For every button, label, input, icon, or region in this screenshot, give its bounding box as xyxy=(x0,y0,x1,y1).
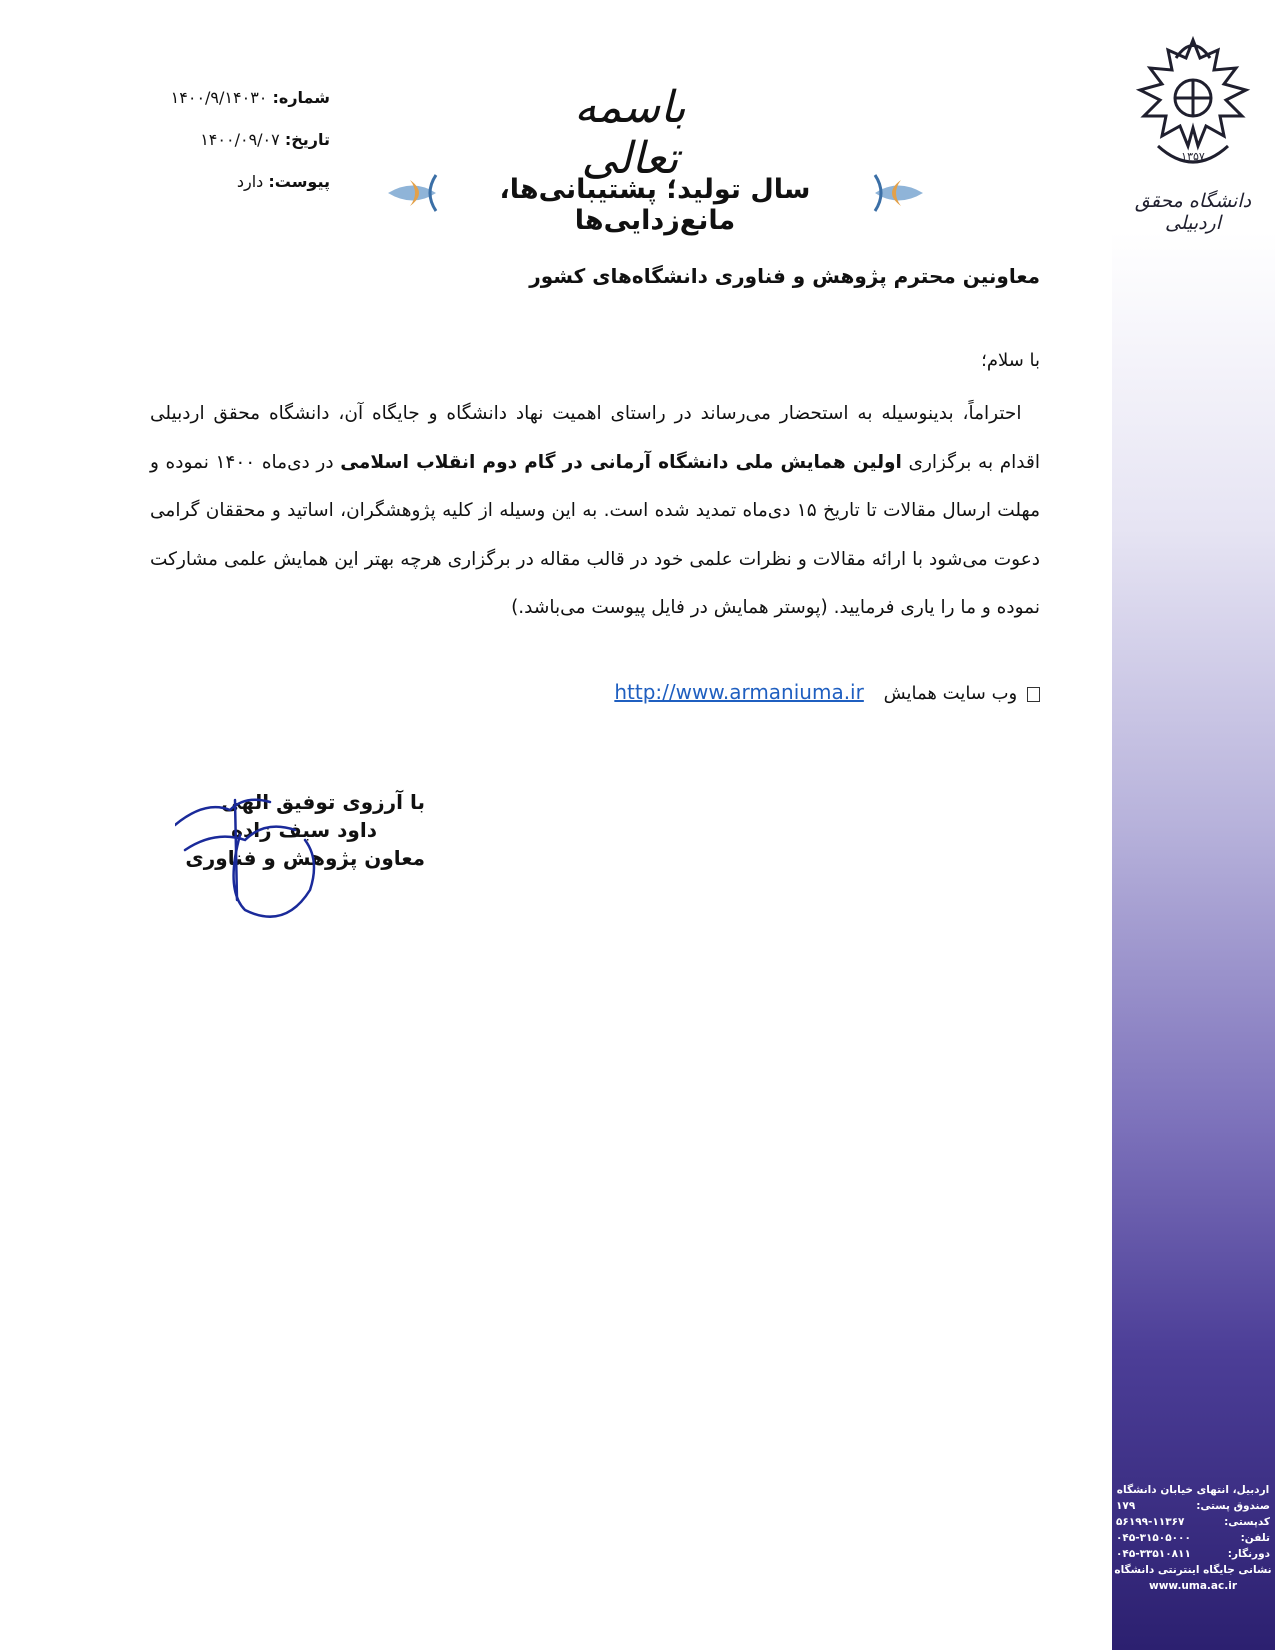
attachment-value: دارد xyxy=(236,172,264,191)
website-link[interactable]: http://www.armaniuma.ir xyxy=(614,680,864,704)
university-logo xyxy=(1118,28,1268,234)
contact-info xyxy=(1114,1482,1272,1594)
contact-pobox: صندوق پستی: ۱۷۹ xyxy=(1116,1500,1270,1512)
contact-postal: کدپستی: ۵۶۱۹۹-۱۱۳۶۷ xyxy=(1116,1516,1270,1528)
number-value: ۱۴۰۰/۹/۱۴۰۳۰ xyxy=(170,88,268,107)
date-label: تاریخ: xyxy=(284,130,330,149)
meta-date-row xyxy=(120,130,330,172)
meta-number-row xyxy=(120,88,330,130)
meta-attachment-row xyxy=(120,172,330,214)
logo-year: ۱۳۵۷ xyxy=(1181,150,1205,163)
side-gradient-strip xyxy=(1112,0,1275,1650)
contact-address: اردبیل، انتهای خیابان دانشگاه xyxy=(1116,1484,1270,1496)
paragraph-part-2: در دی‌ماه ۱۴۰۰ نموده و مهلت ارسال مقالات تا تاریخ ۱۵ دی‌ماه تمدید شده است. به این وسیله از کلیه پژوهشگران، اساتید و محققان گرامی دعوت می‌شود با ارائه مقالات و نظرات علمی خود در قالب مقاله در برگزاری هرچه بهتر این همایش علمی مشارکت نموده و ما را یاری فرمایید. (پوستر همایش در فایل پیوست می‌باشد.) xyxy=(150,451,1040,618)
logo-caption: دانشگاه محقق اردبیلی xyxy=(1134,190,1252,234)
paragraph-bold-title: اولین همایش ملی دانشگاه آرمانی در گام دوم انقلاب اسلامی xyxy=(340,451,902,473)
greeting-line: با سلام؛ xyxy=(981,350,1040,371)
contact-phone: تلفن: ۰۴۵-۳۱۵۰۵۰۰۰ xyxy=(1116,1532,1270,1544)
handwritten-signature-icon xyxy=(175,780,335,940)
contact-web-label: نشانی جایگاه اینترنتی دانشگاه xyxy=(1114,1564,1272,1576)
closing-line: با آرزوی توفیق الهی xyxy=(221,790,425,814)
date-value: ۱۴۰۰/۰۹/۰۷ xyxy=(200,130,280,149)
slogan-banner xyxy=(388,170,923,236)
signer-title: معاون پژوهش و فناوری xyxy=(185,846,425,870)
website-label: وب سایت همایش xyxy=(883,683,1018,704)
attachment-label: پیوست: xyxy=(268,172,330,191)
missing-glyph-icon xyxy=(1027,687,1040,702)
signer-name: داود سیف زاده xyxy=(231,818,377,842)
contact-fax: دورنگار: ۰۴۵-۳۳۵۱۰۸۱۱ xyxy=(1116,1548,1270,1560)
number-label: شماره: xyxy=(272,88,330,107)
slogan-text: سال تولید؛ پشتیبانی‌ها، مانع‌زدایی‌ها xyxy=(499,174,811,236)
university-emblem-icon xyxy=(1118,28,1268,188)
contact-web-value: www.uma.ac.ir xyxy=(1149,1580,1237,1592)
paragraph-part-1: احتراماً، بدینوسیله به استحضار می‌رساند در راستای اهمیت نهاد دانشگاه و جایگاه آن، دانشگاه محقق اردبیلی اقدام به برگزاری xyxy=(150,403,1040,473)
letter-paragraph xyxy=(150,390,1040,633)
website-row xyxy=(150,680,1040,704)
basmala-heading: باسمه تعالی xyxy=(574,82,686,184)
recipient-line: معاونین محترم پژوهش و فناوری دانشگاه‌های کشور xyxy=(529,264,1040,288)
letter-meta xyxy=(120,88,330,214)
